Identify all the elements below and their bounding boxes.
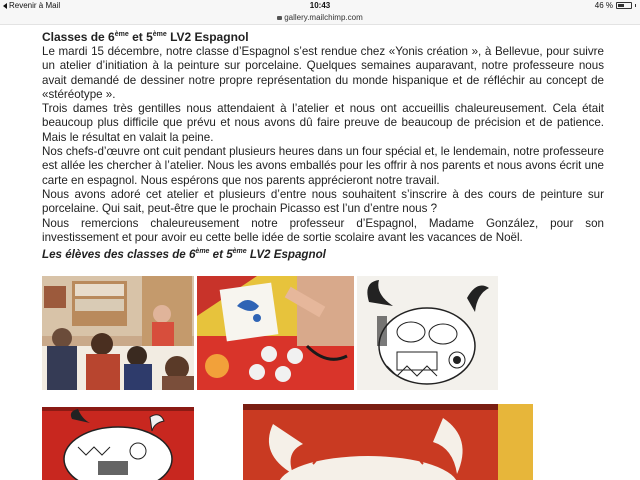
painting-tile-photo[interactable] xyxy=(197,276,354,390)
battery-tip xyxy=(635,4,636,7)
signature-sup: ème xyxy=(232,248,247,256)
signature-part: et 5 xyxy=(209,248,233,262)
back-label: Revenir à Mail xyxy=(9,1,61,10)
title-part: Classes de 6 xyxy=(42,30,115,44)
battery-indicator xyxy=(595,1,636,10)
title-sup: ème xyxy=(114,31,129,38)
signature-sup: ème xyxy=(195,248,210,256)
battery-icon xyxy=(616,2,632,9)
url-text: gallery.mailchimp.com xyxy=(284,13,363,22)
article-signature xyxy=(42,245,604,262)
lock-icon xyxy=(277,16,282,20)
battery-percent: 46 % xyxy=(594,1,613,10)
article-paragraph: Nous avons adoré cet atelier et plusieurs d’entre nous souhaitent s’inscrire à des cours de peinture sur porcelaine. Qui sait, peut-être que le prochain Picasso est l’un d’entre nous ? xyxy=(42,187,604,216)
article-paragraph: Nos chefs-d’œuvre ont cuit pendant plusieurs heures dans un four spécial et, le lendemain, notre professeure est allée les chercher à l’atelier. Nous les avons emballés pour les offrir à nos parents et nous avons écrit une carte en espagnol. Nous espérons que nos parents apprécieront notre travail. xyxy=(42,145,604,187)
battery-fill xyxy=(618,4,624,7)
title-part: et 5 xyxy=(128,30,153,44)
signature-part: Les élèves des classes de 6 xyxy=(42,248,196,262)
signature-part: LV2 Espagnol xyxy=(246,248,326,262)
title-sup: ème xyxy=(152,31,167,38)
clock: 10:43 xyxy=(309,1,331,10)
article-title xyxy=(42,28,604,44)
title-part: LV2 Espagnol xyxy=(166,30,249,44)
article-paragraph: Nous remercions chaleureusement notre professeur d’Espagnol, Madame González, pour son investissement et pour avoir eu cette belle idée de sortie scolaire avant les vacances de Noël. xyxy=(42,216,604,244)
article xyxy=(42,28,604,262)
article-paragraph: Le mardi 15 décembre, notre classe d’Espagnol s’est rendue chez «Yonis création », à Bellevue, pour suivre un atelier d’initiation à la peinture sur porcelaine. Quelques semaines auparavant, notre professeure nous avait demandé de dessiner notre propre représentation du monde hispanique et de réfléchir au concept de «stéréotype ». xyxy=(42,45,604,101)
article-paragraph: Trois dames très gentilles nous attendaient à l’atelier et nous ont accueillis chaleureusement. Cela était beaucoup plus difficile que prévu et nous avons dû faire preuve de beaucoup de précision et de patience. Mais le résultat en valait la peine. xyxy=(42,102,604,144)
status-bar xyxy=(0,0,640,12)
address-bar[interactable] xyxy=(0,12,640,25)
red-plate-bull-photo[interactable] xyxy=(42,407,194,480)
zentangle-bull-photo[interactable] xyxy=(357,276,498,390)
red-plate-horns-photo[interactable] xyxy=(243,404,533,480)
workshop-photo[interactable] xyxy=(42,276,194,390)
